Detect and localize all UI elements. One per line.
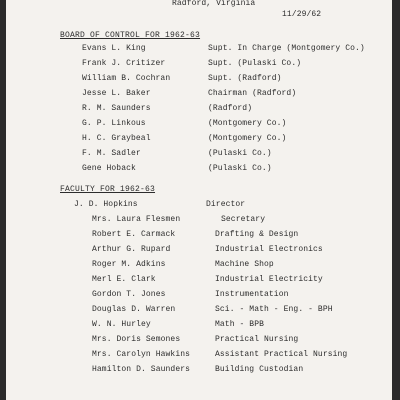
faculty-member-name: Hamilton D. Saunders [92, 365, 191, 374]
board-member-name: Frank J. Critizer [82, 59, 166, 68]
faculty-member-name: Douglas D. Warren [92, 305, 176, 314]
faculty-member-name: Mrs. Doris Semones [92, 335, 181, 344]
board-member-name: Gene Hoback [82, 164, 136, 173]
board-member-role: (Montgomery Co.) [208, 134, 287, 143]
faculty-member-role: Practical Nursing [215, 335, 299, 344]
board-member-role: (Pulaski Co.) [208, 149, 272, 158]
faculty-member-role: Director [206, 200, 246, 209]
board-member-name: William B. Cochran [82, 74, 171, 83]
faculty-member-role: Instrumentation [215, 290, 289, 299]
faculty-member-name: W. N. Hurley [92, 320, 151, 329]
board-member-name: F. M. Sadler [82, 149, 141, 158]
faculty-member-name: Mrs. Carolyn Hawkins [92, 350, 191, 359]
board-member-name: R. M. Saunders [82, 104, 151, 113]
faculty-member-role: Industrial Electricity [215, 275, 323, 284]
board-member-name: Jesse L. Baker [82, 89, 151, 98]
board-heading: BOARD OF CONTROL FOR 1962-63 [60, 31, 201, 40]
faculty-member-name: Roger M. Adkins [92, 260, 166, 269]
faculty-member-name: J. D. Hopkins [74, 200, 138, 209]
faculty-member-role: Industrial Electronics [215, 245, 323, 254]
board-member-role: Supt. (Pulaski Co.) [208, 59, 302, 68]
board-member-role: Supt. In Charge (Montgomery Co.) [208, 44, 365, 53]
faculty-member-name: Merl E. Clark [92, 275, 156, 284]
board-member-role: (Pulaski Co.) [208, 164, 272, 173]
board-member-role: (Radford) [208, 104, 253, 113]
board-member-role: (Montgomery Co.) [208, 119, 287, 128]
faculty-member-role: Math - BPB [215, 320, 265, 329]
board-member-name: G. P. Linkous [82, 119, 146, 128]
faculty-member-role: Secretary [221, 215, 266, 224]
faculty-member-role: Machine Shop [215, 260, 274, 269]
faculty-member-role: Drafting & Design [215, 230, 299, 239]
faculty-member-name: Arthur G. Rupard [92, 245, 171, 254]
board-member-name: Evans L. King [82, 44, 146, 53]
faculty-member-role: Building Custodian [215, 365, 304, 374]
faculty-member-role: Sci. - Math - Eng. - BPH [215, 305, 333, 314]
document-date: 11/29/62 [282, 10, 322, 19]
faculty-member-name: Mrs. Laura Flesmen [92, 215, 181, 224]
faculty-heading: FACULTY FOR 1962-63 [60, 185, 156, 194]
faculty-member-role: Assistant Practical Nursing [215, 350, 348, 359]
board-member-name: H. C. Graybeal [82, 134, 151, 143]
board-member-role: Supt. (Radford) [208, 74, 282, 83]
board-member-role: Chairman (Radford) [208, 89, 297, 98]
location-header: Radford, Virginia [172, 0, 256, 8]
faculty-member-name: Robert E. Carmack [92, 230, 176, 239]
document-page [6, 0, 392, 400]
faculty-member-name: Gordon T. Jones [92, 290, 166, 299]
